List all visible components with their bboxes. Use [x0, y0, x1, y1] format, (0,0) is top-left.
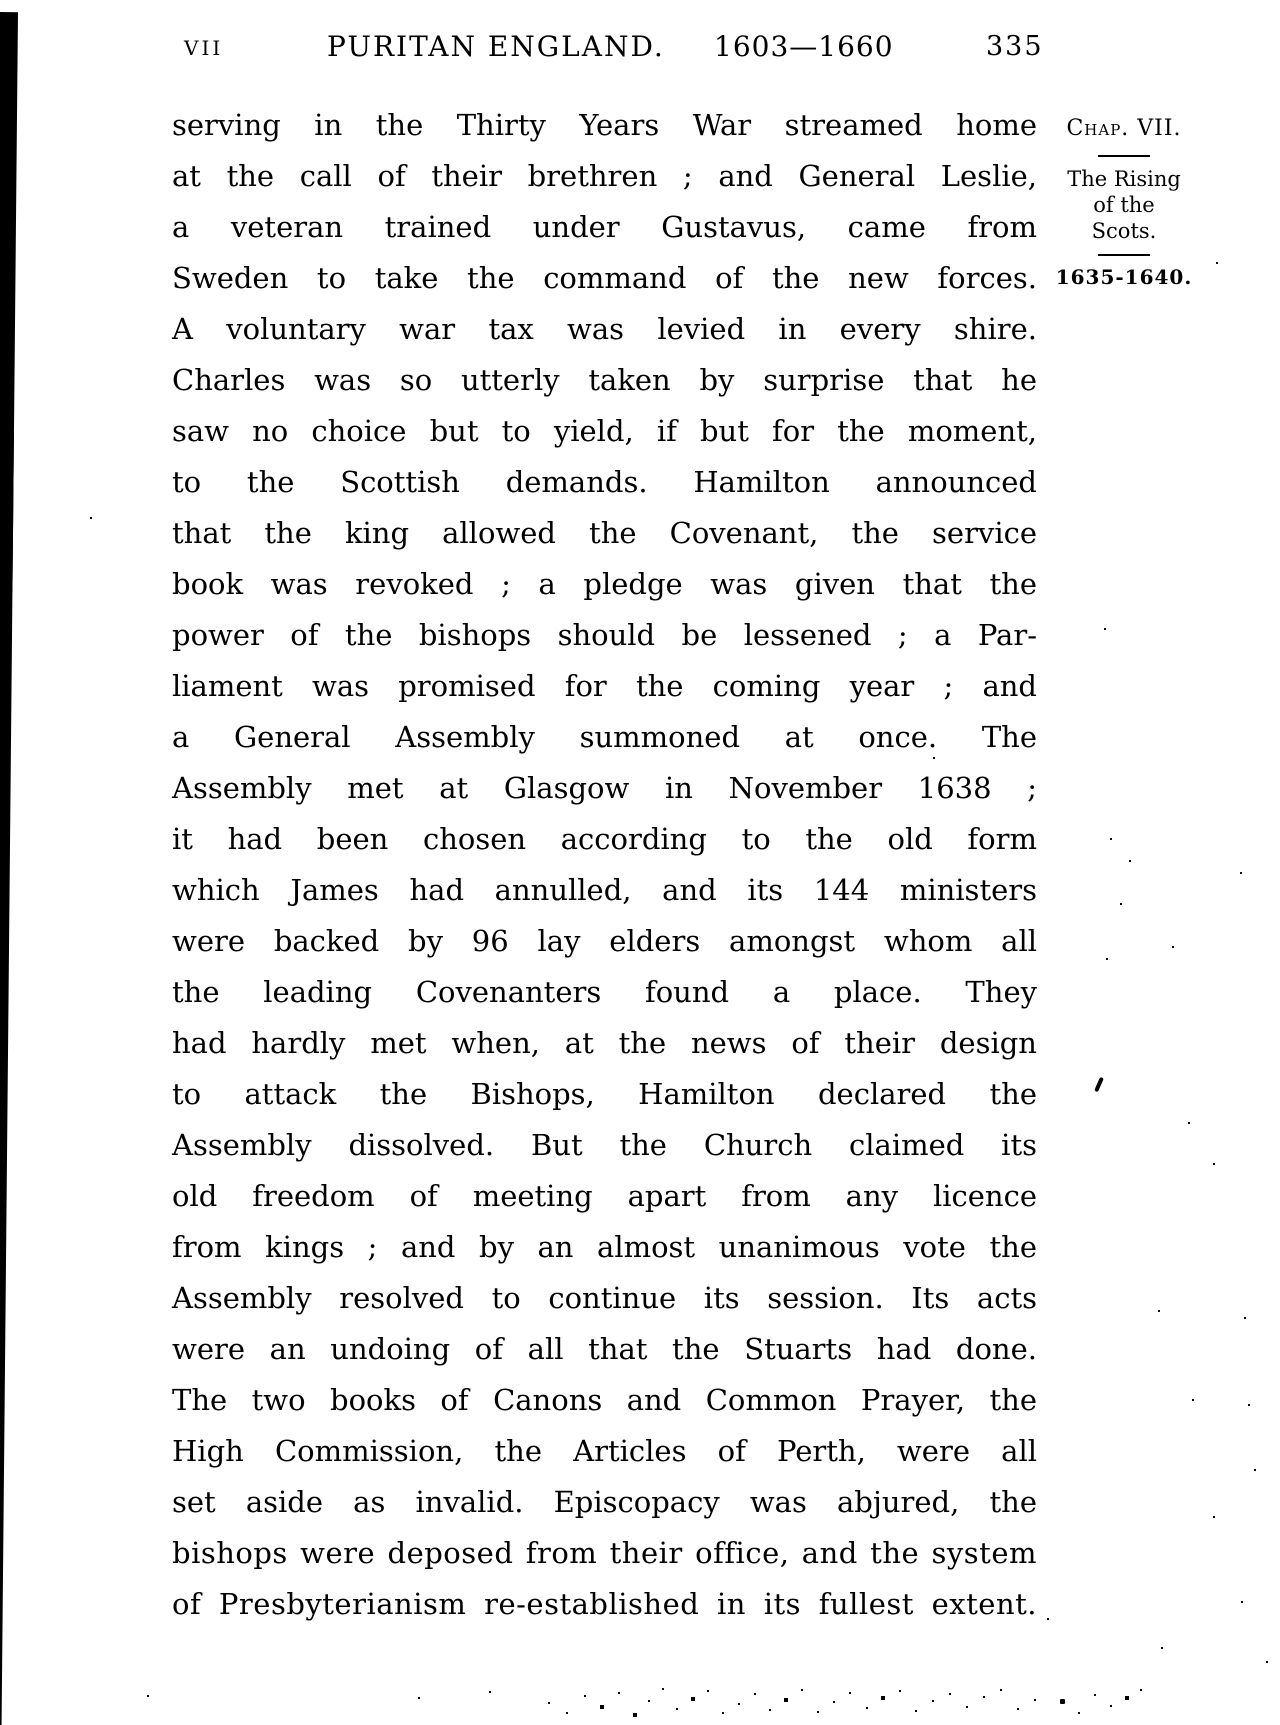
text-line: set aside as invalid. Episcopacy was abjured, the [172, 1485, 1037, 1519]
text-line: Assembly met at Glasgow in November 1638 ; [172, 771, 1037, 805]
page-title: PURITAN ENGLAND. [327, 30, 665, 63]
text-line: to attack the Bishops, Hamilton declared the [172, 1077, 1037, 1111]
text-line: which James had annulled, and its 144 ministers [172, 873, 1037, 907]
margin-chapter-label: Chap. VII. [1066, 116, 1182, 141]
page-number: 335 [986, 31, 1044, 62]
text-line: High Commission, the Articles of Perth, were all [172, 1434, 1037, 1468]
text-line: The two books of Canons and Common Prayer, the [172, 1383, 1037, 1417]
margin-date-note: 1635-1640. [1055, 265, 1193, 289]
text-line: bishops were deposed from their office, and the system [172, 1536, 1037, 1570]
text-line: the leading Covenanters found a place. They [172, 975, 1037, 1009]
scan-tick-mark [1094, 1077, 1104, 1092]
margin-rule-bottom [1098, 254, 1150, 256]
text-line: Sweden to take the command of the new forces. [172, 261, 1037, 295]
text-line: of Presbyterianism re-established in its fullest extent. [172, 1587, 1037, 1621]
text-line: from kings ; and by an almost unanimous vote the [172, 1230, 1037, 1264]
text-line: power of the bishops should be lessened ; a Par- [172, 618, 1037, 652]
text-line: a General Assembly summoned at once. The [172, 720, 1037, 754]
text-line: that the king allowed the Covenant, the service [172, 516, 1037, 550]
text-line: were an undoing of all that the Stuarts had done. [172, 1332, 1037, 1366]
scan-noise-blob [1060, 1699, 1065, 1704]
text-line: serving in the Thirty Years War streamed home [172, 108, 1037, 142]
text-line: were backed by 96 lay elders amongst whom all [172, 924, 1037, 958]
margin-note-line: Scots. [1091, 219, 1157, 243]
text-line: A voluntary war tax was levied in every shire. [172, 312, 1037, 346]
scan-gutter-shadow [0, 12, 18, 1725]
margin-rule-top [1098, 155, 1150, 157]
scan-noise-specks [0, 0, 2, 2]
margin-note-line: of the [1093, 193, 1155, 217]
text-line: at the call of their brethren ; and General Leslie, [172, 159, 1037, 193]
header-date-range: 1603—1660 [714, 30, 894, 63]
body-text-column [172, 100, 1037, 1630]
text-line: it had been chosen according to the old form [172, 822, 1037, 856]
text-line: saw no choice but to yield, if but for the moment, [172, 414, 1037, 448]
text-line: to the Scottish demands. Hamilton announced [172, 465, 1037, 499]
margin-notes [1050, 116, 1198, 290]
text-line: book was revoked ; a pledge was given that the [172, 567, 1037, 601]
text-line: Assembly dissolved. But the Church claimed its [172, 1128, 1037, 1162]
margin-note-line: The Rising [1067, 167, 1181, 191]
text-line: Assembly resolved to continue its session. Its acts [172, 1281, 1037, 1315]
text-line: old freedom of meeting apart from any licence [172, 1179, 1037, 1213]
header-chapter-roman: VII [184, 36, 224, 60]
text-line: had hardly met when, at the news of their design [172, 1026, 1037, 1060]
text-line: a veteran trained under Gustavus, came from [172, 210, 1037, 244]
text-line: liament was promised for the coming year ; and [172, 669, 1037, 703]
text-line: Charles was so utterly taken by surprise that he [172, 363, 1037, 397]
